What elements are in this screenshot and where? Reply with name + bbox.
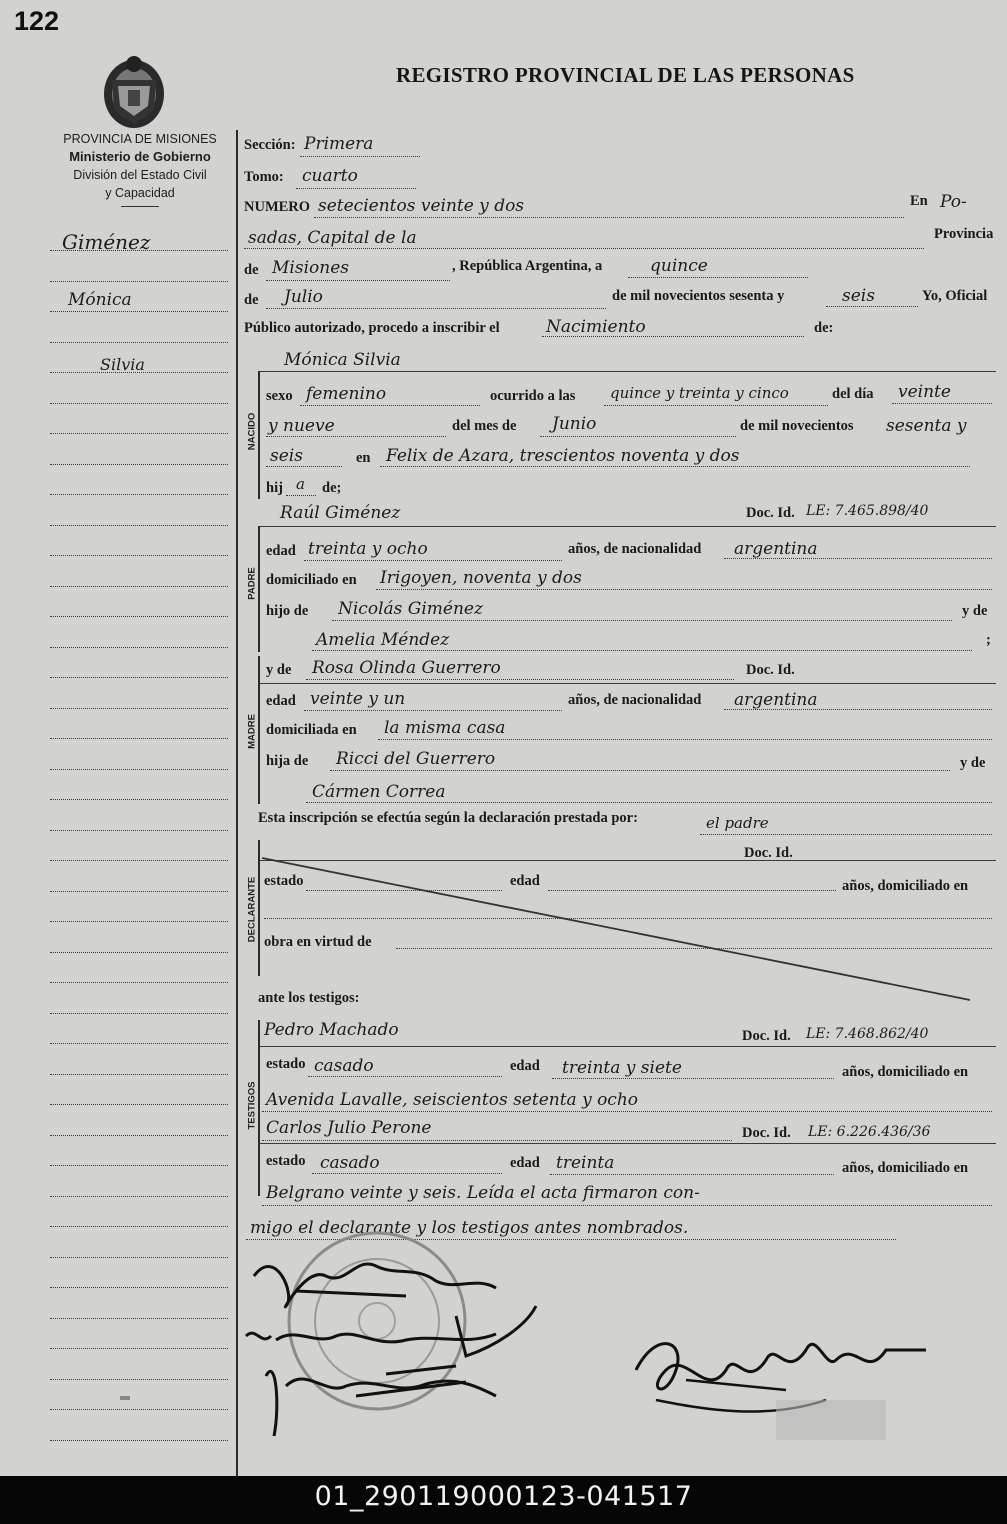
entry-madre-nombre: Rosa Olinda Guerrero (312, 658, 501, 678)
entry-lugar-a: Po- (940, 192, 967, 212)
label-testigo2-doc: Doc. Id. (742, 1125, 791, 1141)
label-numero: NUMERO (244, 199, 311, 215)
label-padre-hijo-de: hijo de (266, 603, 309, 619)
margin-rule-line (50, 464, 228, 465)
margin-rule-line (50, 1318, 228, 1319)
label-testigo1-estado: estado (266, 1056, 306, 1072)
label-publico: Público autorizado, procedo a inscribir el (244, 320, 500, 336)
issuing-agency (40, 130, 240, 207)
label-madre-nac: años, de nacionalidad (568, 692, 702, 708)
label-declarante-estado: estado (264, 873, 304, 889)
margin-rule-line (50, 1226, 228, 1227)
label-en: En (910, 193, 928, 209)
margin-rule-line (50, 433, 228, 434)
margin-rule-line (50, 982, 228, 983)
registrar-signature (626, 1310, 946, 1450)
margin-rule-line (50, 1135, 228, 1136)
entry-dia-b: y nueve (268, 416, 335, 436)
entry-testigo2-nombre: Carlos Julio Perone (266, 1118, 432, 1138)
label-declarante-edad: edad (510, 873, 540, 889)
agency-division: División del Estado Civil (73, 168, 207, 182)
margin-rule-line (50, 1196, 228, 1197)
label-del-mes: del mes de (452, 418, 517, 434)
label-declaracion: Esta inscripción se efectúa según la declaración prestada por: (258, 810, 638, 826)
entry-testigo2-doc: LE: 6.226.436/36 (808, 1124, 931, 1140)
label-provincia: Provincia (934, 226, 994, 242)
entry-anio-a: sesenta y (886, 416, 967, 436)
label-padre-y-de: y de (962, 603, 988, 619)
label-declarante-anos: años, domiciliado en (842, 878, 969, 894)
label-oficial: Yo, Oficial (922, 288, 988, 304)
margin-rule-line (50, 281, 228, 282)
entry-madre-nac: argentina (734, 690, 818, 710)
label-madre-doc: Doc. Id. (746, 662, 795, 678)
label-obra: obra en virtud de (264, 934, 372, 950)
entry-testigo1-doc: LE: 7.468.862/40 (806, 1026, 929, 1042)
entry-padre-edad: treinta y ocho (308, 539, 428, 559)
label-testigo1-doc: Doc. Id. (742, 1028, 791, 1044)
entry-mes: Junio (552, 414, 597, 434)
margin-rule-line (50, 342, 228, 343)
page-title: REGISTRO PROVINCIAL DE LAS PERSONAS (396, 63, 855, 87)
margin-rule-line (50, 1013, 228, 1014)
entry-padre-doc: LE: 7.465.898/40 (806, 503, 929, 519)
label-madre-hija-de: hija de (266, 753, 309, 769)
margin-rule-line (50, 586, 228, 587)
entry-declarante: el padre (706, 814, 769, 832)
entry-testigo2-estado: casado (320, 1153, 380, 1173)
margin-rule-line (50, 708, 228, 709)
margin-note-second-name: Silvia (100, 355, 145, 374)
entry-madre-hija-y-de: Cármen Correa (312, 782, 446, 802)
label-tomo: Tomo: (244, 169, 284, 185)
crossed-out-slash (258, 850, 978, 1005)
entry-seccion: Primera (304, 134, 374, 154)
margin-rule-line (50, 525, 228, 526)
entry-numero: setecientos veinte y dos (318, 196, 525, 216)
label-testigo2-edad: edad (510, 1155, 540, 1171)
margin-note-surname: Giménez (62, 230, 151, 254)
margin-rule-line (50, 769, 228, 770)
label-de-2: de (244, 292, 259, 308)
label-mil-nov: de mil novecientos (740, 418, 854, 434)
entry-dia-acta: quince (650, 256, 708, 276)
section-nacido: NACIDO (246, 412, 258, 451)
entry-mes-acta: Julio (284, 287, 323, 307)
margin-rule-line (50, 1043, 228, 1044)
margin-rule-line (50, 830, 228, 831)
label-madre-dom: domiciliada en (266, 722, 357, 738)
entry-hora: quince y treinta y cinco (610, 384, 789, 402)
entry-cierre: migo el declarante y los testigos antes nombrados. (250, 1218, 689, 1238)
section-padre: PADRE (246, 567, 258, 600)
section-madre: MADRE (246, 714, 258, 749)
entry-padre-hijo-y-de: Amelia Méndez (316, 630, 450, 650)
margin-rule-line (50, 1440, 228, 1441)
label-testigo1-edad: edad (510, 1058, 540, 1074)
label-padre-dom: domiciliado en (266, 572, 357, 588)
label-testigo2-anos: años, domiciliado en (842, 1160, 969, 1176)
page-number: 122 (14, 6, 60, 36)
agency-capacity: y Capacidad (105, 186, 175, 200)
label-de-colon: de: (814, 320, 834, 336)
margin-rule-line (50, 311, 228, 312)
label-testigos: ante los testigos: (258, 990, 360, 1006)
entry-anio-b: seis (270, 446, 303, 466)
witness-signatures (236, 1236, 576, 1456)
entry-padre-hijo-de: Nicolás Giménez (338, 599, 483, 619)
label-seccion: Sección: (244, 137, 296, 153)
margin-note-first-name: Mónica (68, 290, 132, 310)
label-de-1: de (244, 262, 259, 278)
margin-rule-line (50, 921, 228, 922)
agency-province: PROVINCIA DE MISIONES (63, 132, 217, 146)
entry-lugar-b: sadas, Capital de la (248, 228, 417, 248)
entry-madre-dom: la misma casa (384, 718, 506, 738)
label-sexo: sexo (266, 388, 293, 404)
label-padre-nac: años, de nacionalidad (568, 541, 702, 557)
label-hij-de: de; (322, 480, 342, 496)
label-hij: hij (266, 480, 283, 496)
entry-testigo1-edad: treinta y siete (562, 1058, 682, 1078)
entry-hijo-a: a (296, 475, 305, 493)
margin-rule-line (50, 555, 228, 556)
margin-rule-line (50, 1165, 228, 1166)
province-coat-of-arms-icon (98, 50, 170, 132)
label-del-dia: del día (832, 386, 874, 402)
section-testigos: TESTIGOS (246, 1081, 258, 1130)
label-madre-y-de: y de (266, 662, 292, 678)
margin-rule-line (50, 891, 228, 892)
entry-tomo: cuarto (302, 166, 358, 186)
margin-rule-line (50, 1104, 228, 1105)
margin-rule-line (50, 738, 228, 739)
entry-dia-a: veinte (898, 382, 951, 402)
margin-rule-line (50, 677, 228, 678)
label-madre-y-de-2: y de (960, 755, 986, 771)
entry-nombre: Mónica Silvia (284, 350, 401, 370)
label-en-lugar: en (356, 450, 371, 466)
label-testigo1-anos: años, domiciliado en (842, 1064, 969, 1080)
label-padre-doc: Doc. Id. (746, 505, 795, 521)
entry-provincia: Misiones (272, 258, 349, 278)
margin-rule-line (50, 403, 228, 404)
entry-sexo: femenino (306, 384, 387, 404)
margin-rule-line (50, 647, 228, 648)
margin-rule-line (50, 494, 228, 495)
label-republica: , República Argentina, a (452, 258, 603, 274)
entry-anio-acta: seis (842, 286, 875, 306)
margin-rule-line (50, 1409, 228, 1410)
margin-rule-line (50, 1257, 228, 1258)
margin-rule-line (50, 1379, 228, 1380)
margin-rule-line (50, 1074, 228, 1075)
entry-testigo1-estado: casado (314, 1056, 374, 1076)
scan-identifier: 01_290119000123-041517 (0, 1476, 1007, 1524)
margin-rule-line (50, 616, 228, 617)
margin-rule-line (50, 860, 228, 861)
margin-rule-line (50, 799, 228, 800)
entry-madre-hija-de: Ricci del Guerrero (336, 749, 496, 769)
entry-testigo2-edad: treinta (556, 1153, 615, 1173)
margin-rule-line (50, 952, 228, 953)
entry-madre-edad: veinte y un (310, 689, 406, 709)
label-mil-novecientos: de mil novecientos sesenta y (612, 288, 785, 304)
entry-testigo1-dom: Avenida Lavalle, seiscientos setenta y ocho (266, 1090, 639, 1110)
agency-ministry: Ministerio de Gobierno (69, 149, 211, 164)
ink-spot (120, 1396, 130, 1400)
label-padre-semicolon: ; (986, 632, 991, 648)
entry-padre-nac: argentina (734, 539, 818, 559)
entry-testigo2-dom: Belgrano veinte y seis. Leída el acta firmaron con- (266, 1183, 700, 1203)
section-declarante: DECLARANTE (246, 876, 258, 943)
entry-padre-dom: Irigoyen, noventa y dos (380, 568, 582, 588)
margin-rule-line (50, 1287, 228, 1288)
label-testigo2-estado: estado (266, 1153, 306, 1169)
label-ocurrido: ocurrido a las (490, 388, 576, 404)
label-declarante-doc: Doc. Id. (744, 845, 793, 861)
entry-acto: Nacimiento (546, 317, 646, 337)
label-madre-edad: edad (266, 693, 296, 709)
entry-testigo1-nombre: Pedro Machado (264, 1020, 399, 1040)
margin-rule-line (50, 1348, 228, 1349)
entry-padre-nombre: Raúl Giménez (280, 503, 401, 523)
label-padre-edad: edad (266, 543, 296, 559)
entry-lugar-nac: Felix de Azara, trescientos noventa y dos (386, 446, 740, 466)
